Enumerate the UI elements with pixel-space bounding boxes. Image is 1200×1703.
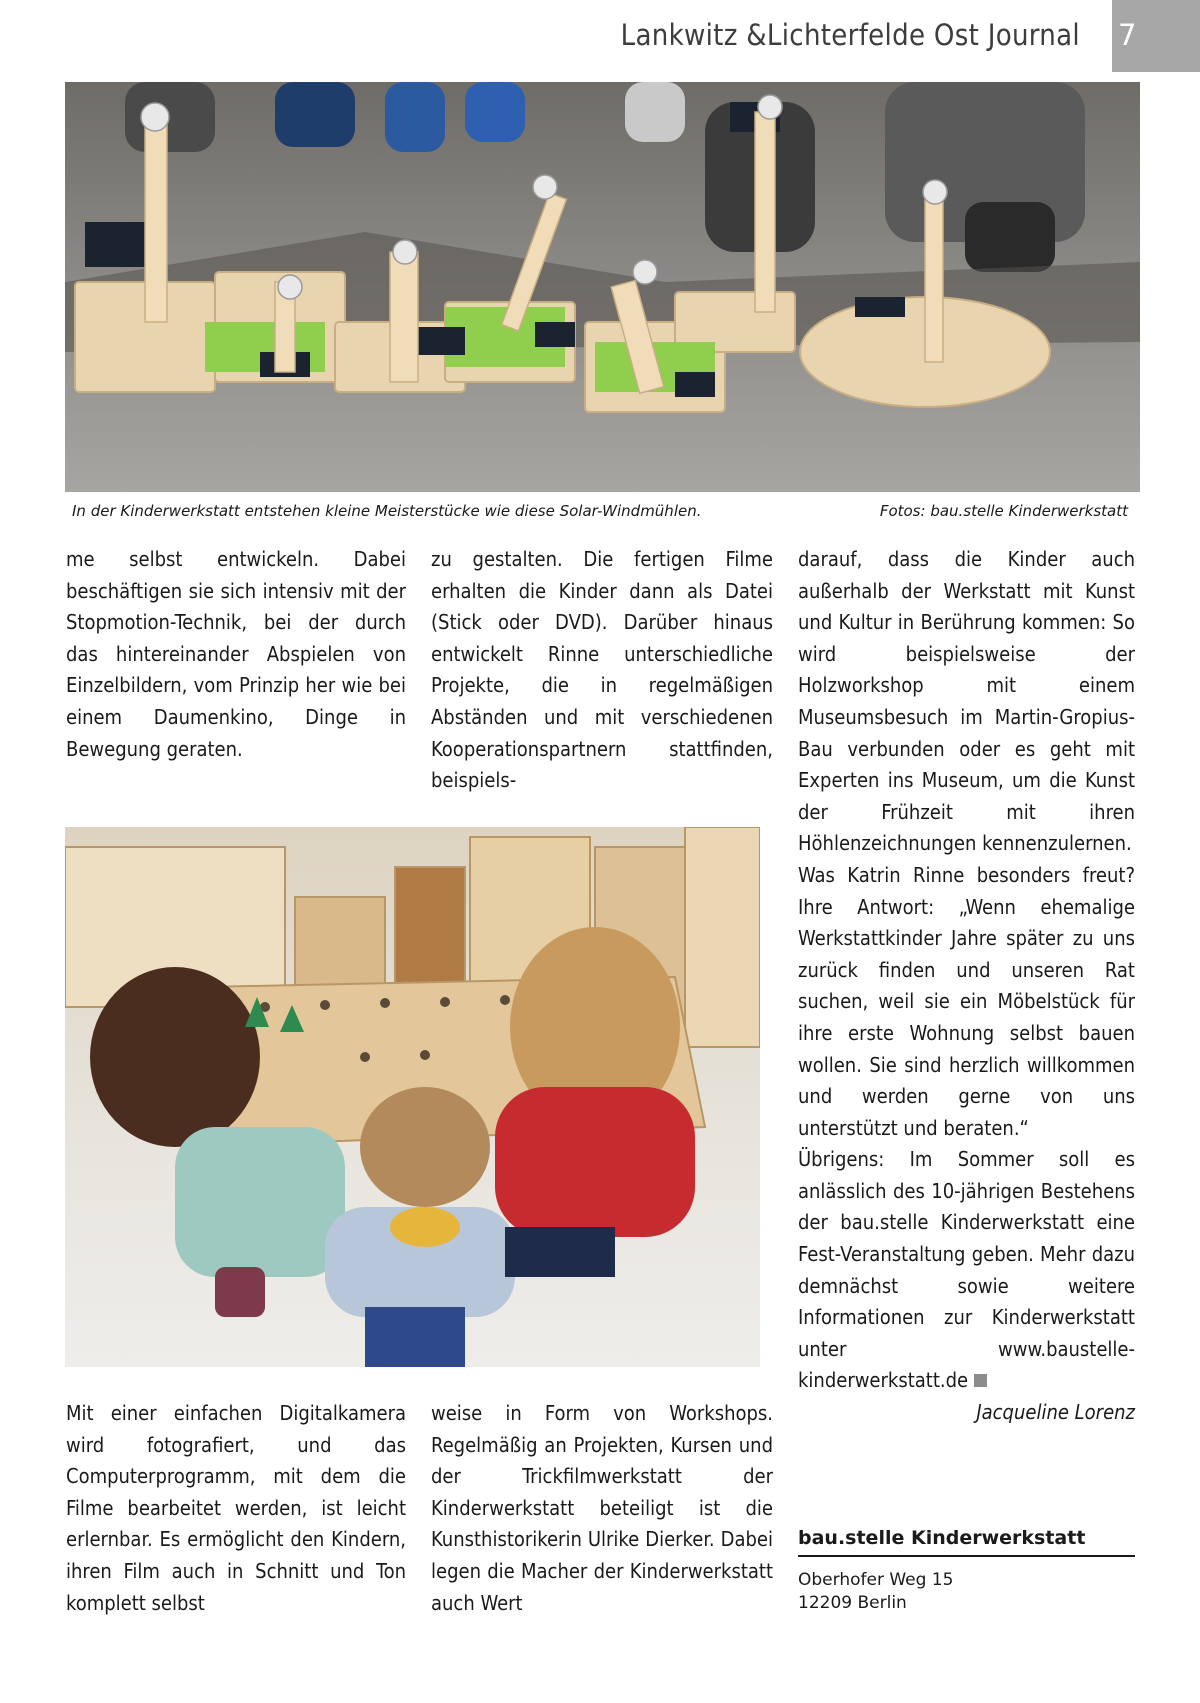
paragraph: zu gestalten. Die fertigen Filme erhalten die Kinder dann als Datei (Stick oder DVD). Darüber hinaus entwickelt Rinne unterschiedliche Projekte, die in regelmäßigen Abständen und mit verschiedenen Kooperationspartnern stattfinden, beispiels- <box>431 547 773 793</box>
address-city: 12209 Berlin <box>798 1593 907 1613</box>
paragraph: darauf, dass die Kinder auch außerhalb der Werkstatt mit Kunst und Kultur in Berührung kommen: So wird beispielsweise der Holzworkshop mit einem Museumsbesuch im Martin-Gropius-Bau verbunden oder es geht mit Experten ins Museum, um die Kunst der Frühzeit mit ihren Höhlenzeichnungen kennenzulernen. <box>798 547 1135 856</box>
info-box <box>798 1527 1135 1615</box>
author-byline: Jacqueline Lorenz <box>976 1400 1135 1425</box>
article-column-1-top <box>66 544 406 765</box>
page-number: 7 <box>1118 18 1137 52</box>
article-column-2-bottom <box>431 1398 773 1619</box>
photo-children-workbench <box>65 827 760 1367</box>
article-column-1-bottom <box>66 1398 406 1619</box>
windmills-illustration <box>65 82 1140 492</box>
end-of-article-mark <box>974 1374 987 1387</box>
paragraph: Was Katrin Rinne besonders freut? Ihre Antwort: „Wenn ehemalige Werkstattkinder Jahre später zu uns zurück finden und unseren Rat suchen, weil sie ein Möbelstück für ihre erste Wohnung selbst bauen wollen. Sie sind herzlich willkommen und werden gerne von uns unterstützt und beraten.“ <box>798 862 1135 1140</box>
info-box-title: bau.stelle Kinderwerkstatt <box>798 1527 1135 1557</box>
paragraph: Mit einer einfachen Digitalkamera wird fotografiert, und das Computerprogramm, mit dem die Filme bearbeitet werden, ist leicht erlernbar. Es ermöglicht den Kindern, ihren Film auch in Schnitt und Ton komplett selbst <box>66 1401 406 1615</box>
paragraph-with-end-mark <box>798 1144 1135 1397</box>
paragraph: weise in Form von Workshops. Regelmäßig an Projekten, Kursen und der Trickfilmwerkstatt der Kinderwerkstatt beteiligt ist die Kunsthistorikerin Ulrike Dierker. Dabei legen die Macher der Kinderwerkstatt auch Wert <box>431 1401 773 1615</box>
journal-title: Lankwitz &Lichterfelde Ost Journal <box>620 18 1080 52</box>
workbench-illustration <box>65 827 760 1367</box>
photo-credit: Fotos: bau.stelle Kinderwerkstatt <box>879 502 1128 520</box>
paragraph-text: Übrigens: Im Sommer soll es anlässlich des 10-jährigen Bestehens der bau.stelle Kinderwerkstatt eine Fest-Veranstaltung geben. Mehr dazu demnächst sowie weitere Informationen zur Kinderwerkstatt unter www.baustelle-kinderwerkstatt.de <box>798 1147 1135 1393</box>
photo-caption: In der Kinderwerkstatt entstehen kleine Meisterstücke wie diese Solar-Windmühlen. <box>72 502 702 520</box>
photo-solar-windmills <box>65 82 1140 492</box>
paragraph: me selbst entwickeln. Dabei beschäftigen sie sich intensiv mit der Stopmotion-Technik, bei der durch das hintereinander Abspielen von Einzelbildern, vom Prinzip her wie bei einem Daumenkino, Dinge in Bewegung geraten. <box>66 547 406 761</box>
article-column-2-top <box>431 544 773 797</box>
page-header <box>0 0 1200 72</box>
address-street: Oberhofer Weg 15 <box>798 1570 954 1590</box>
article-column-3 <box>798 544 1135 1429</box>
